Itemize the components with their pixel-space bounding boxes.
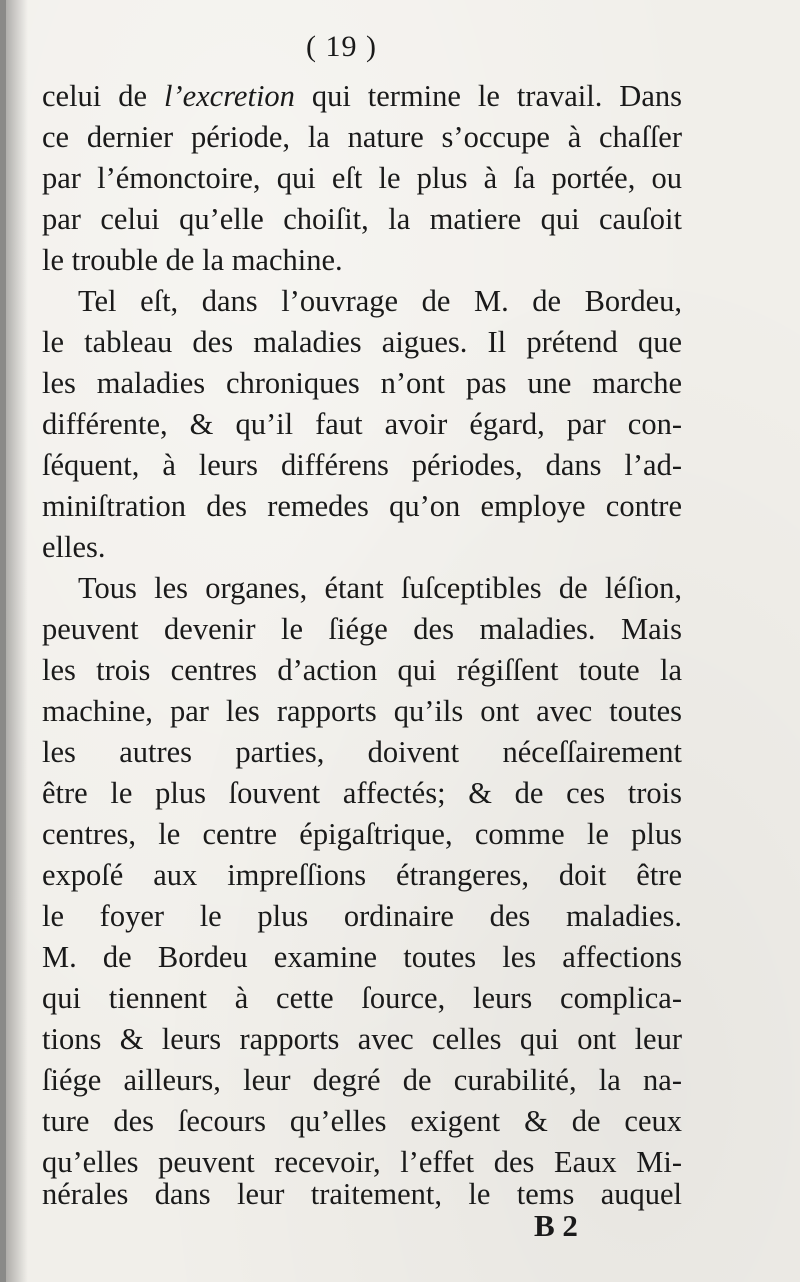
text-line: Tel eſt, dans l’ouvrage de M. de Bordeu, bbox=[78, 284, 682, 318]
text-line: Tous les organes, étant ſuſceptibles de léſion, bbox=[78, 571, 682, 605]
text-line: ture des ſecours qu’elles exigent & de ceux bbox=[42, 1104, 682, 1138]
text-line: différente, & qu’il faut avoir égard, par con- bbox=[42, 407, 682, 441]
text-line: tions & leurs rapports avec celles qui ont leur bbox=[42, 1022, 682, 1056]
page-gutter-shadow bbox=[6, 0, 28, 1282]
text-line: miniſtration des remedes qu’on employe contre bbox=[42, 489, 682, 523]
text-line: ce dernier période, la nature s’occupe à chaſſer bbox=[42, 120, 682, 154]
signature-mark: B 2 bbox=[534, 1208, 578, 1243]
text-line: les trois centres d’action qui régiſſent toute la bbox=[42, 653, 682, 687]
text-line: celui de l’excretion qui termine le travail. Dans bbox=[42, 79, 682, 113]
text-line: qu’elles peuvent recevoir, l’effet des Eaux Mi- bbox=[42, 1145, 682, 1179]
text-line: M. de Bordeu examine toutes les affections bbox=[42, 940, 682, 974]
text-line: elles. bbox=[42, 530, 106, 564]
text-line: machine, par les rapports qu’ils ont avec toutes bbox=[42, 694, 682, 728]
text-line: nérales dans leur traitement, le tems auquel bbox=[42, 1177, 682, 1211]
text-line: ſéquent, à leurs différens périodes, dans l’ad- bbox=[42, 448, 682, 482]
text-line: par celui qu’elle choiſit, la matiere qui cauſoit bbox=[42, 202, 682, 236]
text-line: le tableau des maladies aigues. Il prétend que bbox=[42, 325, 682, 359]
text-line: les maladies chroniques n’ont pas une marche bbox=[42, 366, 682, 400]
text-line: le trouble de la machine. bbox=[42, 243, 343, 277]
text-line: qui tiennent à cette ſource, leurs complica- bbox=[42, 981, 682, 1015]
text-line: les autres parties, doivent néceſſairement bbox=[42, 735, 682, 769]
text-line: peuvent devenir le ſiége des maladies. Mais bbox=[42, 612, 682, 646]
book-page bbox=[6, 0, 800, 1282]
text-line: ſiége ailleurs, leur degré de curabilité, la na- bbox=[42, 1063, 682, 1097]
text-line: le foyer le plus ordinaire des maladies. bbox=[42, 899, 682, 933]
text-line: centres, le centre épigaſtrique, comme le plus bbox=[42, 817, 682, 851]
text-line: être le plus ſouvent affectés; & de ces trois bbox=[42, 776, 682, 810]
text-line: par l’émonctoire, qui eſt le plus à ſa portée, ou bbox=[42, 161, 682, 195]
page-number: ( 19 ) bbox=[306, 30, 377, 63]
text-line: expoſé aux impreſſions étrangeres, doit être bbox=[42, 858, 682, 892]
